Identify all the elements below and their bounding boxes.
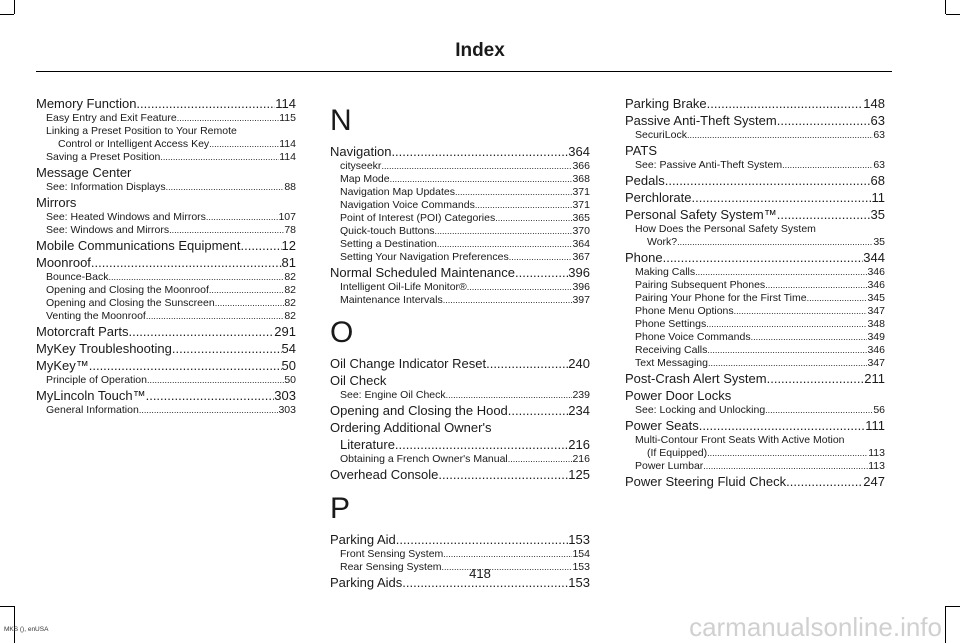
page-ref: 114 [279, 151, 296, 163]
index-subentry[interactable] [330, 160, 590, 173]
index-entry[interactable] [330, 436, 590, 453]
index-entry[interactable] [36, 95, 296, 112]
dot-leader [699, 417, 866, 434]
entry-label: Motorcraft Parts [36, 324, 129, 339]
crop-mark-top-left-v [14, 0, 15, 14]
page-ref: 344 [863, 250, 885, 265]
index-subentry[interactable] [36, 310, 296, 323]
index-subentry[interactable] [330, 199, 590, 212]
entry-label: Passive Anti-Theft System [625, 113, 777, 128]
entry-label: See: Information Displays [46, 181, 166, 193]
dot-leader [446, 389, 573, 402]
index-subentry[interactable] [330, 173, 590, 186]
dot-leader [108, 271, 284, 284]
dot-leader [240, 237, 281, 254]
index-heading: Oil Check [330, 373, 387, 388]
page-ref: 291 [274, 324, 296, 339]
index-subentry[interactable] [36, 374, 296, 387]
dot-leader [381, 160, 572, 173]
page-ref: 364 [572, 238, 590, 250]
crop-mark-bottom-left-v [14, 606, 15, 643]
page-ref: 371 [572, 199, 590, 211]
page-ref: 303 [278, 404, 296, 416]
index-column-2 [330, 95, 590, 591]
entry-label: See: Windows and Mirrors [46, 224, 170, 236]
dot-leader [443, 294, 573, 307]
dot-leader [707, 95, 864, 112]
page-ref: 349 [867, 331, 885, 343]
entry-label: Text Messaging [635, 357, 708, 369]
index-subentry[interactable] [625, 292, 885, 305]
page-ref: 239 [572, 389, 590, 401]
crop-mark-bottom-left-h [0, 606, 14, 607]
page-ref: 50 [284, 374, 296, 386]
page-ref: 367 [572, 251, 590, 263]
index-subentry[interactable] [625, 266, 885, 279]
entry-label: Opening and Closing the Moonroof [46, 284, 209, 296]
index-subentry[interactable] [625, 318, 885, 331]
page-ref: 216 [572, 453, 590, 465]
index-heading: Power Door Locks [625, 388, 732, 403]
page-ref: 347 [867, 305, 885, 317]
crop-mark-top-right-v [945, 0, 946, 14]
page-ref: 153 [568, 575, 590, 590]
page-ref: 346 [867, 266, 885, 278]
entry-label: Navigation [330, 144, 392, 159]
page-ref: 82 [284, 271, 296, 283]
dot-leader [777, 112, 871, 129]
page-ref: 12 [281, 238, 296, 253]
entry-label: Pairing Your Phone for the First Time [635, 292, 807, 304]
dot-leader [215, 297, 285, 310]
page-ref: 50 [281, 358, 296, 373]
page-ref: 113 [868, 460, 885, 472]
index-subentry[interactable] [625, 305, 885, 318]
entry-label: See: Engine Oil Check [340, 389, 446, 401]
index-subentry[interactable] [36, 138, 296, 151]
index-subentry[interactable] [625, 279, 885, 292]
dot-leader [765, 404, 873, 417]
index-entry[interactable] [36, 323, 296, 340]
index-subentry[interactable] [330, 238, 590, 251]
dot-leader [508, 402, 569, 419]
entry-label: Pedals [625, 173, 665, 188]
crop-mark-bottom-right-h [946, 606, 960, 607]
entry-label: Map Mode [340, 173, 390, 185]
dot-leader [751, 331, 868, 344]
entry-label: Obtaining a French Owner's Manual [340, 453, 508, 465]
index-subentry[interactable] [330, 251, 590, 264]
index-subentry[interactable] [36, 224, 296, 237]
dot-leader [396, 531, 569, 548]
page-ref: 82 [284, 284, 296, 296]
dot-leader [706, 318, 867, 331]
dot-leader [677, 236, 873, 249]
entry-label: Power Lumbar [635, 460, 704, 472]
dot-leader [437, 238, 573, 251]
index-entry[interactable] [36, 237, 296, 254]
index-entry[interactable] [625, 473, 885, 490]
dot-leader [786, 473, 863, 490]
dot-leader [438, 466, 568, 483]
index-subentry[interactable] [625, 357, 885, 370]
page-ref: 114 [279, 138, 296, 150]
dot-leader [707, 344, 867, 357]
crop-mark-bottom-right-v [945, 606, 946, 643]
index-subentry[interactable] [36, 211, 296, 224]
page-ref: 348 [867, 318, 885, 330]
entry-label: Front Sensing System [340, 548, 444, 560]
entry-label: Memory Function [36, 96, 137, 111]
footer-model-text: MKS (), enUSA [4, 626, 49, 633]
entry-label: See: Passive Anti-Theft System [635, 159, 783, 171]
page-ref: 396 [568, 265, 590, 280]
index-heading: PATS [625, 143, 658, 158]
dot-leader [166, 181, 285, 194]
index-subentry[interactable] [625, 460, 885, 473]
page-ref: 78 [284, 224, 296, 236]
index-subentry[interactable] [330, 294, 590, 307]
dot-leader [160, 151, 279, 164]
entry-label: Personal Safety System™ [625, 207, 777, 222]
entry-label: Receiving Calls [635, 344, 708, 356]
page-ref: 113 [868, 447, 885, 459]
dot-leader [390, 173, 573, 186]
page-ref: 370 [572, 225, 590, 237]
index-entry[interactable] [625, 172, 885, 189]
page-ref: 114 [275, 96, 296, 111]
index-column-1 [36, 95, 296, 417]
index-heading: Message Center [36, 165, 132, 180]
index-entry[interactable] [36, 357, 296, 374]
index-entry[interactable] [625, 112, 885, 129]
dot-leader [209, 284, 284, 297]
entry-label: Intelligent Oil-Life Monitor® [340, 281, 467, 293]
index-subentry[interactable] [330, 389, 590, 402]
entry-label: Power Steering Fluid Check [625, 474, 787, 489]
entry-label: Principle of Operation [46, 374, 147, 386]
index-subentry[interactable] [330, 225, 590, 238]
entry-label: MyKey Troubleshooting [36, 341, 172, 356]
dot-leader [172, 340, 282, 357]
entry-label: Overhead Console [330, 467, 439, 482]
index-subentry-text: Linking a Preset Position to Your Remote [46, 125, 237, 137]
page-number: 418 [469, 566, 491, 581]
index-subentry[interactable] [330, 548, 590, 561]
entry-label: General Information [46, 404, 139, 416]
index-entry[interactable] [330, 355, 590, 372]
page-ref: 35 [873, 236, 885, 248]
page-ref: 397 [572, 294, 590, 306]
dot-leader [455, 186, 572, 199]
dot-leader [169, 224, 284, 237]
dot-leader [707, 447, 868, 460]
index-entry[interactable] [625, 206, 885, 223]
dot-leader [395, 436, 568, 453]
page-ref: 346 [867, 279, 885, 291]
page-ref: 216 [568, 437, 590, 452]
index-entry[interactable] [625, 189, 885, 206]
page-ref: 154 [572, 548, 590, 560]
index-entry[interactable] [36, 387, 296, 404]
dot-leader [136, 95, 275, 112]
dot-leader [146, 387, 275, 404]
dot-leader [767, 370, 865, 387]
page-ref: 63 [873, 129, 885, 141]
index-subentry[interactable] [625, 129, 885, 142]
entry-label: MyKey™ [36, 358, 89, 373]
entry-label: Easy Entry and Exit Feature [46, 112, 177, 124]
entry-label: Rear Sensing System [340, 561, 442, 573]
dot-leader [139, 404, 279, 417]
page-ref: 366 [572, 160, 590, 172]
page-ref: 234 [568, 403, 590, 418]
page-ref: 54 [281, 341, 296, 356]
dot-leader [467, 281, 573, 294]
entry-label: Normal Scheduled Maintenance [330, 265, 515, 280]
entry-label: Control or Intelligent Access Key [58, 138, 210, 150]
page-ref: 63 [873, 159, 885, 171]
header-rule [36, 71, 892, 72]
entry-label: Parking Brake [625, 96, 707, 111]
index-subentry[interactable] [625, 447, 885, 460]
index-subentry[interactable] [36, 404, 296, 417]
entry-label: Opening and Closing the Hood [330, 403, 508, 418]
entry-label: See: Heated Windows and Mirrors [46, 211, 206, 223]
section-letter: P [330, 492, 351, 525]
page-ref: 56 [873, 404, 885, 416]
entry-label: Phone Menu Options [635, 305, 734, 317]
page-ref: 81 [281, 255, 296, 270]
entry-label: Navigation Map Updates [340, 186, 455, 198]
dot-leader [508, 453, 573, 466]
entry-label: Making Calls [635, 266, 696, 278]
page-ref: 247 [863, 474, 885, 489]
page-ref: 115 [279, 112, 296, 124]
index-entry[interactable] [36, 340, 296, 357]
index-heading: Ordering Additional Owner's [330, 420, 492, 435]
entry-label: MyLincoln Touch™ [36, 388, 146, 403]
dot-leader [128, 323, 274, 340]
index-subentry[interactable] [36, 181, 296, 194]
page-ref: 211 [864, 371, 885, 386]
entry-label: Perchlorate [625, 190, 692, 205]
entry-label: Venting the Moonroof [46, 310, 146, 322]
page-title: Index [455, 40, 505, 61]
index-heading: Mirrors [36, 195, 77, 210]
entry-label: Opening and Closing the Sunscreen [46, 297, 215, 309]
index-subentry[interactable] [330, 212, 590, 225]
dot-leader [687, 129, 873, 142]
entry-label: Saving a Preset Position [46, 151, 161, 163]
dot-leader [177, 112, 280, 125]
entry-label: Moonroof [36, 255, 91, 270]
entry-label: Setting a Destination [340, 238, 437, 250]
page-ref: 82 [284, 297, 296, 309]
page-ref: 371 [572, 186, 590, 198]
entry-label: Bounce-Back [46, 271, 109, 283]
dot-leader [782, 159, 873, 172]
watermark: carmanualsonline.info [689, 612, 942, 642]
page-ref: 11 [871, 190, 885, 205]
page-ref: 63 [870, 113, 885, 128]
section-letter: N [330, 104, 352, 137]
dot-leader [206, 211, 279, 224]
page-ref: 240 [568, 356, 590, 371]
dot-leader [435, 225, 573, 238]
dot-leader [665, 172, 871, 189]
crop-mark-top-right-h [946, 14, 960, 15]
dot-leader [734, 305, 868, 318]
dot-leader [708, 357, 868, 370]
index-entry[interactable] [330, 466, 590, 483]
index-entry[interactable] [330, 264, 590, 281]
entry-label: Phone Voice Commands [635, 331, 751, 343]
index-subentry[interactable] [330, 453, 590, 466]
index-subentry[interactable] [625, 236, 885, 249]
dot-leader [475, 199, 573, 212]
dot-leader [703, 460, 868, 473]
dot-leader [807, 292, 868, 305]
index-subentry[interactable] [625, 344, 885, 357]
index-entry[interactable] [625, 249, 885, 266]
dot-leader [486, 355, 568, 372]
dot-leader [777, 206, 871, 223]
page-ref: 347 [867, 357, 885, 369]
entry-label: Maintenance Intervals [340, 294, 443, 306]
dot-leader [209, 138, 279, 151]
index-entry[interactable] [625, 95, 885, 112]
index-entry[interactable] [330, 143, 590, 160]
dot-leader [691, 189, 871, 206]
entry-label: Parking Aids [330, 575, 403, 590]
section-letter: O [330, 316, 354, 349]
dot-leader [663, 249, 864, 266]
dot-leader [495, 212, 572, 225]
page-ref: 303 [274, 388, 296, 403]
entry-label: Work? [647, 236, 678, 248]
page-ref: 35 [870, 207, 885, 222]
index-entry[interactable] [625, 417, 885, 434]
page-ref: 153 [572, 561, 590, 573]
dot-leader [91, 254, 282, 271]
page-ref: 364 [568, 144, 590, 159]
entry-label: See: Locking and Unlocking [635, 404, 766, 416]
index-subentry[interactable] [330, 281, 590, 294]
page-ref: 88 [284, 181, 296, 193]
index-subentry[interactable] [625, 331, 885, 344]
index-subentry-text: Multi-Contour Front Seats With Active Motion [635, 434, 845, 446]
crop-mark-top-left-h [0, 14, 14, 15]
entry-label: cityseekr [340, 160, 382, 172]
dot-leader [695, 266, 867, 279]
index-subentry[interactable] [36, 297, 296, 310]
entry-label: Power Seats [625, 418, 699, 433]
page-ref: 365 [572, 212, 590, 224]
dot-leader [515, 264, 568, 281]
index-column-3 [625, 95, 885, 490]
entry-label: (If Equipped) [647, 447, 708, 459]
entry-label: Literature [340, 437, 395, 452]
entry-label: Mobile Communications Equipment [36, 238, 241, 253]
dot-leader [147, 374, 284, 387]
page-ref: 148 [863, 96, 885, 111]
page-ref: 111 [865, 418, 885, 433]
index-subentry[interactable] [330, 186, 590, 199]
dot-leader [509, 251, 573, 264]
page-ref: 82 [284, 310, 296, 322]
page-ref: 153 [568, 532, 590, 547]
entry-label: Oil Change Indicator Reset [330, 356, 487, 371]
index-subentry[interactable] [625, 159, 885, 172]
index-subentry[interactable] [36, 112, 296, 125]
dot-leader [443, 548, 572, 561]
page-ref: 125 [568, 467, 590, 482]
index-entry[interactable] [625, 370, 885, 387]
page-ref: 107 [278, 211, 296, 223]
index-subentry[interactable] [36, 284, 296, 297]
entry-label: Quick-touch Buttons [340, 225, 435, 237]
index-subentry[interactable] [36, 271, 296, 284]
entry-label: Pairing Subsequent Phones [635, 279, 766, 291]
index-subentry-text: How Does the Personal Safety System [635, 223, 816, 235]
entry-label: Phone Settings [635, 318, 707, 330]
index-entry[interactable] [330, 402, 590, 419]
index-subentry[interactable] [625, 404, 885, 417]
entry-label: Point of Interest (POI) Categories [340, 212, 496, 224]
entry-label: Navigation Voice Commands [340, 199, 475, 211]
index-subentry[interactable] [36, 151, 296, 164]
index-entry[interactable] [36, 254, 296, 271]
page-ref: 368 [572, 173, 590, 185]
index-entry[interactable] [330, 531, 590, 548]
entry-label: Setting Your Navigation Preferences [340, 251, 509, 263]
page-ref: 68 [870, 173, 885, 188]
entry-label: SecuriLock [635, 129, 687, 141]
entry-label: Post-Crash Alert System [625, 371, 767, 386]
dot-leader [89, 357, 282, 374]
page-ref: 345 [867, 292, 885, 304]
entry-label: Parking Aid [330, 532, 396, 547]
page-ref: 396 [572, 281, 590, 293]
dot-leader [765, 279, 867, 292]
page-ref: 346 [867, 344, 885, 356]
entry-label: Phone [625, 250, 663, 265]
dot-leader [146, 310, 284, 323]
dot-leader [391, 143, 568, 160]
